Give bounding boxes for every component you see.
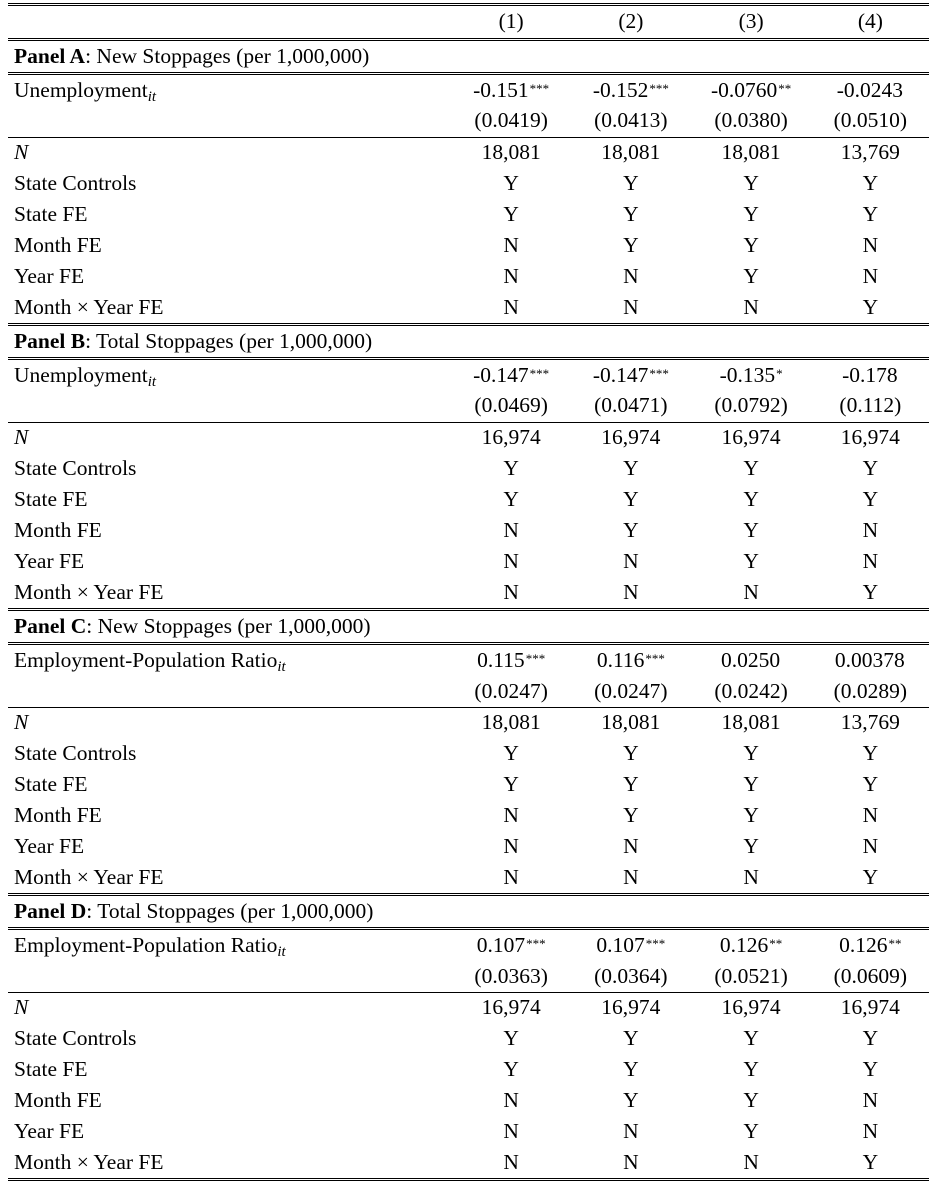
month-fe-label: Month FE — [14, 1088, 102, 1113]
variable-label: Unemployment — [14, 362, 148, 387]
significance-stars: *** — [649, 365, 669, 381]
month-fe-row-cell: Y — [743, 518, 759, 543]
coefficient-cell — [690, 73, 811, 105]
coefficient-cell — [812, 643, 929, 675]
coefficient-value: -0.0760 — [710, 77, 778, 102]
variable-subscript: it — [147, 88, 157, 105]
observations-row-cell: 16,974 — [451, 422, 571, 453]
standard-error-row — [8, 961, 929, 992]
year-fe-row-cell: N — [503, 1118, 519, 1143]
year-fe-row-cell: N — [623, 263, 639, 288]
observations-label: N — [8, 707, 451, 738]
state-controls-row — [8, 454, 929, 485]
coefficient-value: 0.115 — [477, 647, 525, 672]
coefficient-value: -0.151 — [473, 77, 529, 102]
panel-description: : Total Stoppages (per 1,000,000) — [85, 328, 373, 353]
month-year-fe-row — [8, 1147, 929, 1179]
state-controls-label: State Controls — [14, 456, 137, 481]
standard-error-label — [8, 961, 451, 992]
year-fe-row-cell: N — [862, 1118, 879, 1143]
observations-row-cell: 16,974 — [571, 422, 690, 453]
standard-error-cell: (0.0363) — [474, 963, 548, 988]
standard-error-cell: (0.0510) — [833, 108, 908, 133]
state-controls-row — [8, 739, 929, 770]
significance-stars: *** — [529, 80, 550, 96]
coefficient-row — [8, 928, 929, 960]
month-fe-row-cell: Y — [623, 518, 639, 543]
coefficient-cell — [812, 358, 929, 390]
month-fe-row-cell: Y — [623, 1088, 639, 1113]
month-year-fe-row-cell: N — [503, 864, 519, 889]
coefficient-value: 0.126 — [839, 932, 888, 957]
coefficient-cell — [690, 643, 811, 675]
year-fe-label: Year FE — [14, 833, 85, 858]
state-controls-row — [8, 169, 929, 200]
month-fe-row-cell: Y — [623, 233, 639, 258]
standard-error-label — [8, 106, 451, 137]
observations-row-cell: 18,081 — [690, 137, 811, 168]
state-fe-row — [8, 199, 929, 230]
coefficient-value: -0.147 — [473, 362, 529, 387]
state-fe-row-cell: Y — [743, 1057, 759, 1082]
coefficient-cell — [690, 928, 811, 960]
month-fe-row — [8, 230, 929, 261]
significance-stars: *** — [645, 935, 666, 951]
standard-error-cell: (0.0247) — [594, 678, 668, 703]
year-fe-row-cell: N — [503, 833, 519, 858]
coefficient-cell — [812, 73, 929, 105]
coefficient-value: 0.107 — [596, 932, 645, 957]
observations-row-cell: 16,974 — [690, 422, 811, 453]
panel-description: : New Stoppages (per 1,000,000) — [85, 43, 370, 68]
state-controls-row-cell: Y — [862, 741, 879, 766]
month-fe-row-cell: N — [862, 803, 879, 828]
year-fe-row-cell: N — [623, 833, 639, 858]
state-fe-row-cell: Y — [862, 1057, 879, 1082]
coefficient-cell — [451, 358, 571, 390]
observations-row-cell: 16,974 — [812, 992, 929, 1023]
year-fe-row — [8, 831, 929, 862]
observations-row-cell: 16,974 — [571, 992, 690, 1023]
coefficient-value: 0.107 — [476, 932, 526, 957]
observations-label: N — [8, 422, 451, 453]
month-year-fe-row-cell: N — [743, 864, 759, 889]
coefficient-value: 0.0250 — [721, 647, 781, 672]
significance-stars: *** — [529, 365, 550, 381]
observations-row-cell: 18,081 — [690, 707, 811, 738]
month-fe-row-cell: Y — [743, 233, 759, 258]
panel-label: Panel A — [14, 43, 86, 68]
significance-stars: *** — [645, 650, 665, 666]
coefficient-cell — [571, 928, 690, 960]
coefficient-value: -0.178 — [842, 362, 898, 387]
coefficient-cell — [451, 73, 571, 105]
year-fe-row-cell: N — [623, 548, 639, 573]
coefficient-value: -0.135 — [719, 362, 776, 387]
state-fe-row-cell: Y — [503, 487, 519, 512]
coefficient-row — [8, 643, 929, 675]
column-header-2: (2) — [571, 5, 690, 40]
state-fe-row-cell: Y — [743, 202, 759, 227]
variable-subscript: it — [147, 373, 157, 390]
state-controls-row-cell: Y — [503, 741, 519, 766]
month-fe-label: Month FE — [14, 803, 102, 828]
observations-row-cell: 16,974 — [690, 992, 811, 1023]
state-controls-row-cell: Y — [862, 1026, 879, 1051]
state-fe-row-cell: Y — [743, 772, 759, 797]
state-controls-row-cell: Y — [743, 456, 759, 481]
column-header-1: (1) — [451, 5, 571, 40]
month-year-fe-row-cell: N — [571, 1147, 690, 1179]
panel-title-row — [8, 610, 929, 644]
state-fe-row-cell: Y — [623, 487, 639, 512]
column-header-4: (4) — [812, 5, 929, 40]
standard-error-cell: (0.0469) — [474, 393, 548, 418]
standard-error-cell: (0.112) — [839, 393, 902, 418]
month-fe-row-cell: Y — [743, 1088, 759, 1113]
state-controls-row-cell: Y — [743, 171, 759, 196]
variable-name — [8, 643, 451, 675]
month-year-fe-row — [8, 577, 929, 609]
state-controls-label: State Controls — [14, 741, 137, 766]
month-fe-row-cell: N — [862, 518, 879, 543]
panel-title-row — [8, 40, 929, 74]
month-year-fe-row-cell: Y — [862, 579, 879, 604]
coefficient-value: -0.147 — [592, 362, 649, 387]
month-fe-row-cell: N — [503, 233, 519, 258]
coefficient-row — [8, 73, 929, 105]
month-fe-row — [8, 515, 929, 546]
state-fe-row-cell: Y — [503, 772, 519, 797]
state-controls-row-cell: Y — [862, 456, 879, 481]
panel-title — [8, 325, 929, 359]
observations-row-cell: 18,081 — [571, 137, 690, 168]
coefficient-row — [8, 358, 929, 390]
state-controls-row-cell: Y — [623, 741, 639, 766]
significance-stars: * — [776, 365, 783, 381]
state-fe-row-cell: Y — [623, 1057, 639, 1082]
year-fe-row-cell: N — [503, 548, 519, 573]
month-year-fe-row-cell: N — [623, 294, 639, 319]
coefficient-cell — [451, 928, 571, 960]
coefficient-value: 0.126 — [719, 932, 769, 957]
year-fe-row-cell: N — [503, 263, 519, 288]
standard-error-row — [8, 106, 929, 137]
panel-title — [8, 895, 929, 929]
state-fe-row-cell: Y — [862, 202, 879, 227]
standard-error-cell: (0.0242) — [714, 678, 788, 703]
observations-row — [8, 422, 929, 453]
state-fe-row — [8, 484, 929, 515]
variable-name — [8, 73, 451, 105]
month-year-fe-row-cell: Y — [862, 294, 879, 319]
year-fe-row-cell: Y — [743, 1118, 759, 1143]
state-fe-row — [8, 1055, 929, 1086]
regression-table — [8, 3, 929, 1181]
state-fe-label: State FE — [14, 772, 88, 797]
coefficient-cell — [690, 358, 811, 390]
standard-error-cell: (0.0364) — [594, 963, 668, 988]
month-fe-row-cell: N — [862, 1088, 879, 1113]
column-header-row — [8, 5, 929, 40]
year-fe-label: Year FE — [14, 263, 85, 288]
panel-label: Panel C — [14, 613, 87, 638]
significance-stars: ** — [888, 935, 902, 951]
significance-stars: *** — [526, 935, 546, 951]
table-body — [8, 5, 929, 1180]
observations-row-cell: 18,081 — [571, 707, 690, 738]
state-controls-row-cell: Y — [503, 171, 519, 196]
panel-title — [8, 610, 929, 644]
observations-row — [8, 992, 929, 1023]
coefficient-value: 0.00378 — [834, 647, 905, 672]
month-year-fe-row — [8, 862, 929, 894]
year-fe-row-cell: N — [862, 833, 879, 858]
column-header-3: (3) — [690, 5, 811, 40]
state-fe-row-cell: Y — [862, 772, 879, 797]
year-fe-row-cell: Y — [743, 548, 759, 573]
observations-row-cell: 16,974 — [451, 992, 571, 1023]
observations-row-cell: 16,974 — [812, 422, 929, 453]
coefficient-cell — [451, 643, 571, 675]
panel-title — [8, 40, 929, 74]
month-year-fe-row-cell: N — [690, 1147, 811, 1179]
state-controls-row-cell: Y — [503, 1026, 519, 1051]
significance-stars: ** — [778, 80, 792, 96]
panel-description: : Total Stoppages (per 1,000,000) — [86, 898, 374, 923]
panel-title-row — [8, 895, 929, 929]
state-controls-row-cell: Y — [743, 741, 759, 766]
observations-row-cell: 18,081 — [451, 137, 571, 168]
state-fe-row-cell: Y — [503, 1057, 519, 1082]
month-year-fe-row-cell: N — [743, 294, 759, 319]
observations-row — [8, 707, 929, 738]
month-fe-row-cell: N — [862, 233, 879, 258]
standard-error-cell: (0.0471) — [594, 393, 668, 418]
variable-label: Employment-Population Ratio — [14, 932, 278, 957]
coefficient-cell — [571, 358, 690, 390]
variable-label: Unemployment — [14, 77, 148, 102]
year-fe-label: Year FE — [14, 1118, 85, 1143]
year-fe-row-cell: Y — [743, 263, 759, 288]
month-year-fe-row — [8, 292, 929, 324]
state-controls-row-cell: Y — [503, 456, 519, 481]
state-controls-row-cell: Y — [623, 171, 639, 196]
coefficient-value: -0.152 — [592, 77, 649, 102]
standard-error-row — [8, 391, 929, 422]
observations-row-cell: 18,081 — [451, 707, 571, 738]
significance-stars: ** — [769, 935, 783, 951]
state-fe-row-cell: Y — [503, 202, 519, 227]
year-fe-row-cell: N — [862, 263, 879, 288]
variable-label: Employment-Population Ratio — [14, 647, 278, 672]
panel-title-row — [8, 325, 929, 359]
state-fe-label: State FE — [14, 487, 88, 512]
month-year-fe-row-cell: N — [623, 864, 639, 889]
month-year-fe-label: Month × Year FE — [14, 864, 164, 889]
variable-name — [8, 928, 451, 960]
month-fe-row-cell: N — [503, 518, 519, 543]
variable-subscript: it — [277, 943, 286, 960]
standard-error-cell: (0.0380) — [714, 108, 788, 133]
month-year-fe-label: Month × Year FE — [8, 1147, 451, 1179]
significance-stars: *** — [525, 650, 546, 666]
observations-row-cell: 13,769 — [812, 707, 929, 738]
month-fe-row-cell: N — [503, 803, 519, 828]
standard-error-label — [8, 676, 451, 707]
coefficient-cell — [571, 643, 690, 675]
month-fe-row — [8, 800, 929, 831]
state-controls-row-cell: Y — [623, 456, 639, 481]
month-year-fe-label: Month × Year FE — [14, 294, 164, 319]
year-fe-row — [8, 261, 929, 292]
standard-error-row — [8, 676, 929, 707]
coefficient-cell — [571, 73, 690, 105]
month-year-fe-row-cell: N — [503, 294, 519, 319]
state-controls-row — [8, 1024, 929, 1055]
coefficient-cell — [812, 928, 929, 960]
state-controls-label: State Controls — [14, 1026, 137, 1051]
state-fe-row-cell: Y — [623, 202, 639, 227]
state-controls-row-cell: Y — [743, 1026, 759, 1051]
month-fe-label: Month FE — [14, 518, 102, 543]
year-fe-row-cell: N — [623, 1118, 639, 1143]
observations-label: N — [8, 992, 451, 1023]
coefficient-value: 0.116 — [596, 647, 645, 672]
observations-row-cell: 13,769 — [812, 137, 929, 168]
standard-error-cell: (0.0247) — [474, 678, 548, 703]
standard-error-cell: (0.0609) — [833, 963, 908, 988]
month-year-fe-label: Month × Year FE — [14, 579, 164, 604]
header-label-cell — [8, 5, 451, 40]
month-year-fe-row-cell: Y — [812, 1147, 929, 1179]
state-controls-row-cell: Y — [623, 1026, 639, 1051]
panel-label: Panel B — [14, 328, 86, 353]
standard-error-cell: (0.0792) — [714, 393, 788, 418]
state-fe-label: State FE — [14, 202, 88, 227]
state-fe-label: State FE — [14, 1057, 88, 1082]
state-fe-row-cell: Y — [743, 487, 759, 512]
variable-name — [8, 358, 451, 390]
month-year-fe-row-cell: N — [451, 1147, 571, 1179]
month-fe-row-cell: Y — [623, 803, 639, 828]
significance-stars: *** — [649, 80, 669, 96]
month-year-fe-row-cell: N — [743, 579, 759, 604]
month-fe-row-cell: Y — [743, 803, 759, 828]
year-fe-label: Year FE — [14, 548, 85, 573]
month-year-fe-row-cell: N — [623, 579, 639, 604]
variable-subscript: it — [277, 658, 286, 675]
year-fe-row — [8, 1116, 929, 1147]
state-fe-row-cell: Y — [862, 487, 879, 512]
standard-error-cell: (0.0419) — [474, 108, 548, 133]
standard-error-label — [8, 391, 451, 422]
state-fe-row-cell: Y — [623, 772, 639, 797]
state-controls-row-cell: Y — [862, 171, 879, 196]
month-fe-row — [8, 1085, 929, 1116]
year-fe-row-cell: Y — [743, 833, 759, 858]
standard-error-cell: (0.0289) — [833, 678, 908, 703]
coefficient-value: -0.0243 — [836, 77, 904, 102]
month-fe-row-cell: N — [503, 1088, 519, 1113]
observations-label: N — [8, 137, 451, 168]
month-fe-label: Month FE — [14, 233, 102, 258]
panel-label: Panel D — [14, 898, 87, 923]
month-year-fe-row-cell: Y — [862, 864, 879, 889]
standard-error-cell: (0.0521) — [714, 963, 788, 988]
panel-description: : New Stoppages (per 1,000,000) — [86, 613, 371, 638]
month-year-fe-row-cell: N — [503, 579, 519, 604]
year-fe-row-cell: N — [862, 548, 879, 573]
state-controls-label: State Controls — [14, 171, 137, 196]
state-fe-row — [8, 769, 929, 800]
year-fe-row — [8, 546, 929, 577]
observations-row — [8, 137, 929, 168]
standard-error-cell: (0.0413) — [594, 108, 668, 133]
